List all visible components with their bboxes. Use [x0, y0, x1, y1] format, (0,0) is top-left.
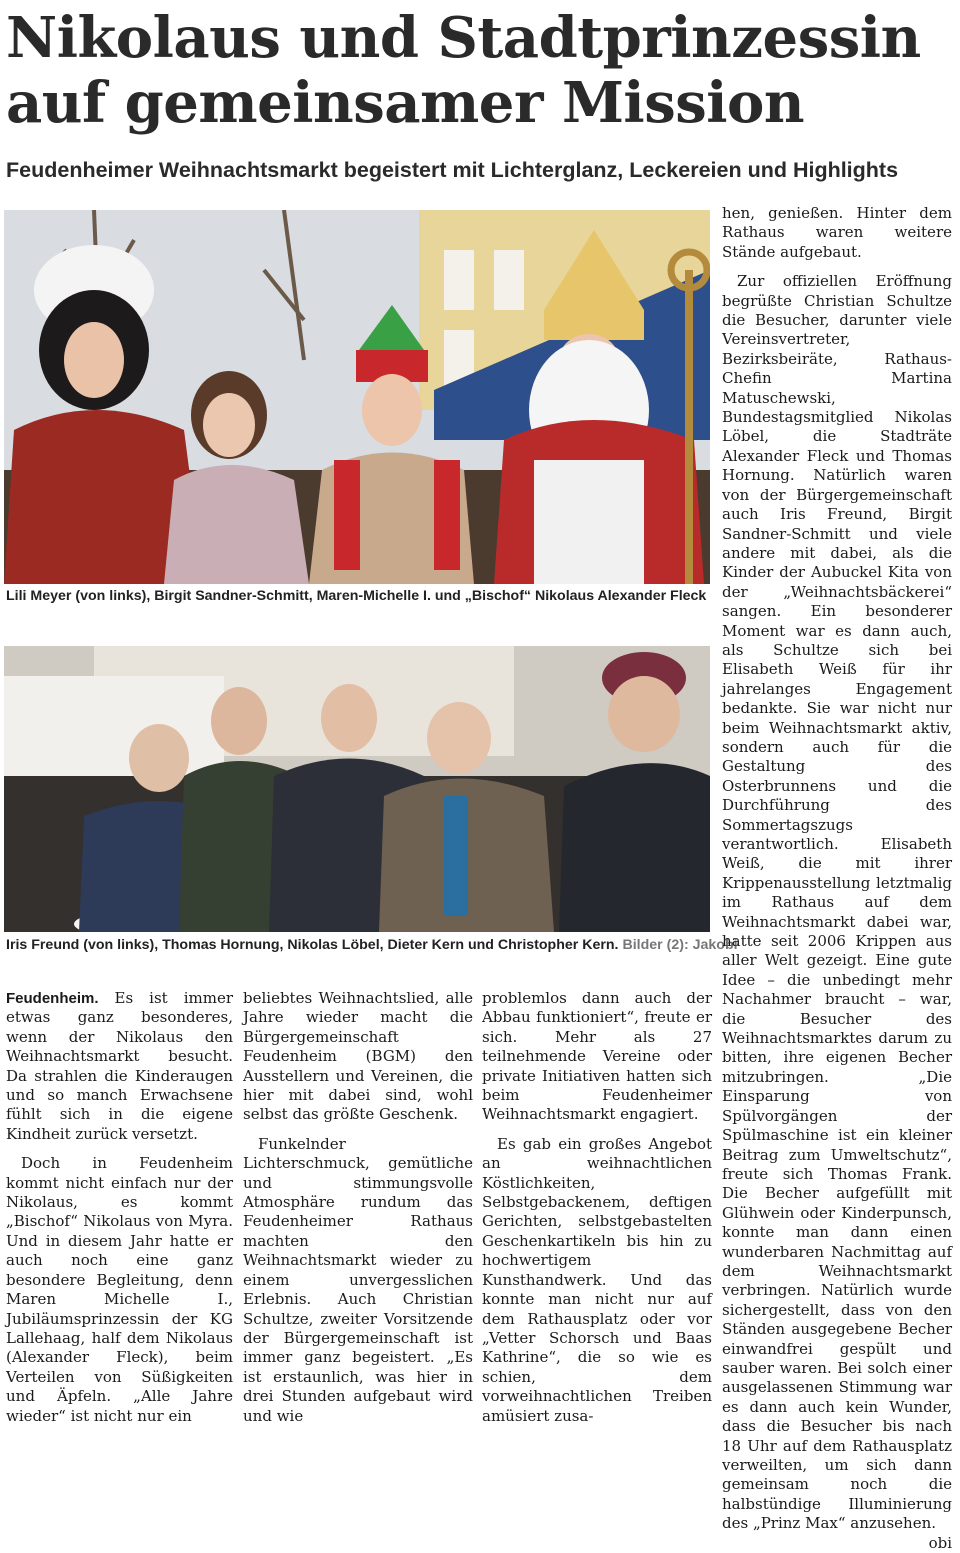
article-column-4: [722, 204, 952, 1553]
article-column-2: [243, 989, 473, 1426]
paragraph: Es gab ein großes Angebot an weihnachtlichen Köstlichkeiten, Selbstgebackenem, deftigen Gerichten, selbstgebastelten Geschenkartikeln bis hin zu hochwertigem Kunsthandwerk. Und das konnte man nicht nur auf dem Rathausplatz oder vor „Vetter Schorsch und Baas Kathrine“, die so wie es schien, dem vorweihnachtlichen Treiben amüsiert zusa-: [482, 1134, 712, 1425]
photo1-illustration: [4, 210, 710, 584]
headline: Nikolaus und Stadtprinzessin auf gemeinsamer Mission: [6, 5, 921, 136]
photo2-caption-text: Iris Freund (von links), Thomas Hornung, Nikolas Löbel, Dieter Kern und Christopher Kern.: [6, 937, 619, 953]
subheadline: Feudenheimer Weihnachtsmarkt begeistert mit Lichterglanz, Leckereien und Highlights: [6, 158, 899, 182]
photo2-caption: [6, 937, 738, 953]
photo-credit: Bilder (2): Jakobi: [622, 937, 738, 953]
paragraph-lead: [6, 989, 233, 1144]
dateline: Feudenheim.: [6, 990, 99, 1007]
paragraph-continued: problemlos dann auch der Abbau funktioniert“, freute er sich. Mehr als 27 teilnehmende Vereine oder private Initiativen hatten sich beim Feudenheimer Weihnachtsmarkt engagiert.: [482, 989, 712, 1124]
author-signature: obi: [928, 1533, 952, 1552]
photo-nikolaus-and-princess: [4, 210, 710, 584]
article-column-3: [482, 989, 712, 1426]
photo2-illustration: [4, 646, 710, 932]
paragraph: Funkelnder Lichterschmuck, gemütliche und stimmungsvolle Atmosphäre rundum das Feudenheimer Rathaus machten den Weihnachtsmarkt wieder zu einem unvergesslichen Erlebnis. Auch Christian Schultze, zweiter Vorsitzende der Bürgergemeinschaft ist immer ganz begeistert. „Es ist erstaunlich, was hier in drei Stunden aufgebaut wird und wie: [243, 1134, 473, 1425]
photo-group-five-people: [4, 646, 710, 932]
paragraph: Zur offiziellen Eröffnung begrüßte Christian Schultze die Besucher, darunter viele Vereinsvertreter, Bezirksbeiräte, Rathaus-Chefin Martina Matuschewski, Bundestagsmitglied Nikolas Löbel, die Stadträte Alexander Fleck und Thomas Hornung. Natürlich waren von der Bürgergemeinschaft auch Iris Freund, Birgit Sandner-Schmitt und viele andere mit dabei, als die Kinder der Aubuckel Kita von der „Weihnachtsbäckerei“ sangen. Ein besonderer Moment war es dann auch, als Schultze sich bei Elisabeth Weiß für ihr jahrelanges Engagement bedankte. Sie war nicht nur beim Weihnachtsmarkt aktiv, sondern auch für die Gestaltung des Osterbrunnens und die Durchführung des Sommertagszugs verantwortlich. Elisabeth Weiß, die mit ihrer Krippenausstellung letztmalig im Rathaus auf dem Weihnachtsmarkt dabei war, hatte seit 2006 Krippen aus aller Welt gezeigt. Eine gute Idee – die unbedingt mehr Nachahmer braucht – war, die Besucher des Weihnachtsmarktes darum zu bitten, ihre eigenen Becher mitzubringen. „Die Einsparung von Spülvorgängen der Spülmaschine ist ein kleiner Beitrag zum Umweltschutz“, freute sich Thomas Frank. Die Becher aufgefüllt mit Glühwein oder Kinderpunsch, konnte man dann einen wunderbaren Nachmittag auf dem Weihnachtsmarkt verbringen. Natürlich wurde sichergestellt, dass von den Ständen ausgegebene Becher einwandfrei gespült und sauber waren. Bei solch einer ausgelassenen Stimmung war es dann auch kein Wunder, dass die Besucher bis nach 18 Uhr auf dem Rathausplatz verweilten, um sich dann gemeinsam noch die halbstündige Illuminierung des „Prinz Max“ anzusehen.: [722, 272, 952, 1533]
photo1-caption: Lili Meyer (von links), Birgit Sandner-Schmitt, Maren-Michelle I. und „Bischof“ Nikolaus Alexander Fleck: [6, 588, 707, 604]
article-column-1: [6, 989, 233, 1426]
paragraph-lead-text: Es ist immer etwas ganz besonderes, wenn der Nikolaus den Weihnachtsmarkt besucht. Da strahlen die Kinderaugen und so manch Erwachsene fühlt sich in die eigene Kindheit zurück versetzt.: [6, 989, 233, 1143]
paragraph: Doch in Feudenheim kommt nicht einfach nur der Nikolaus, es kommt „Bischof“ Nikolaus von Myra. Und in diesem Jahr hatte er auch noch eine ganz besondere Begleitung, denn Maren Michelle I., Jubiläumsprinzessin der KG Lallehaag, half dem Nikolaus (Alexander Fleck), beim Verteilen von Süßigkeiten und Äpfeln. „Alle Jahre wieder“ ist nicht nur ein: [6, 1154, 233, 1425]
paragraph-continued: hen, genießen. Hinter dem Rathaus waren weitere Stände aufgebaut.: [722, 204, 952, 261]
paragraph-continued: beliebtes Weihnachtslied, alle Jahre wieder macht die Bürgergemeinschaft Feudenheim (BGM) den Ausstellern und Vereinen, die hier mit dabei sind, wohl selbst das größte Geschenk.: [243, 989, 473, 1124]
